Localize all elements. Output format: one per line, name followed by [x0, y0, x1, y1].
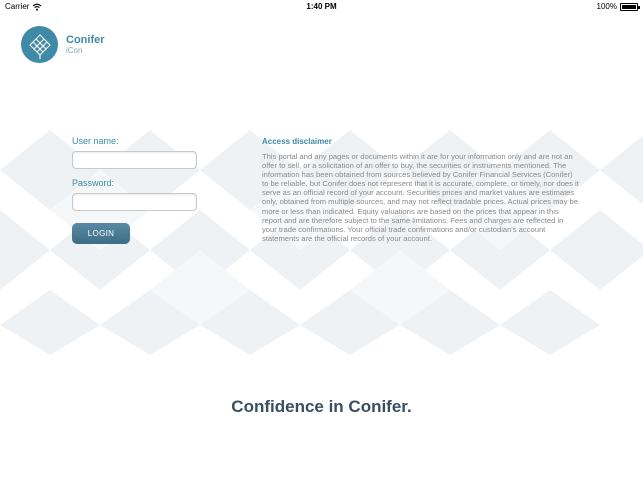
login-button[interactable]: LOGIN: [72, 223, 130, 244]
conifer-tree-logo-icon: [21, 26, 58, 63]
brand-subtitle: iCon: [66, 45, 83, 55]
battery-percent: 100%: [596, 2, 617, 11]
battery-group: [597, 2, 638, 11]
login-form: [72, 136, 202, 244]
tagline: Confidence in Conifer.: [231, 397, 412, 416]
brand-text: [66, 34, 105, 56]
carrier-label: Carrier: [5, 2, 30, 11]
battery-fill: [622, 5, 636, 9]
access-disclaimer: [262, 137, 580, 243]
password-label: Password:: [72, 178, 115, 188]
password-input[interactable]: [72, 193, 197, 211]
brand-logo: [21, 26, 105, 63]
status-time: 1:40 PM: [306, 2, 337, 11]
battery-icon: [620, 3, 638, 11]
username-label: User name:: [72, 136, 119, 146]
disclaimer-body: This portal and any pages or documents within it are for your information only and are not an offer to sell, or a solicitation of an offer to buy, the securities or instruments mentioned. The information has been obtained from sources believed by Conifer Financial Services (Conifer) to be reliable, but Conifer does not represent that it is accurate, complete, or timely, nor does it serve as an official record of your account. Securities prices and market values are estimates only, obtained from multiple sources, and may not reflect tradable prices. Actual prices may be more or less than indicated. Equity valuations are based on the prices that appear in this report and are therefore subject to the same limitations. Fees and charges are reflected in your trade confirmations. Your official trade confirmations and/or custodian's account statements are the official records of your account.: [262, 152, 579, 243]
username-input[interactable]: [72, 151, 197, 169]
brand-name: Conifer: [66, 33, 105, 46]
status-bar: [0, 0, 643, 14]
disclaimer-title: Access disclaimer: [262, 137, 332, 146]
